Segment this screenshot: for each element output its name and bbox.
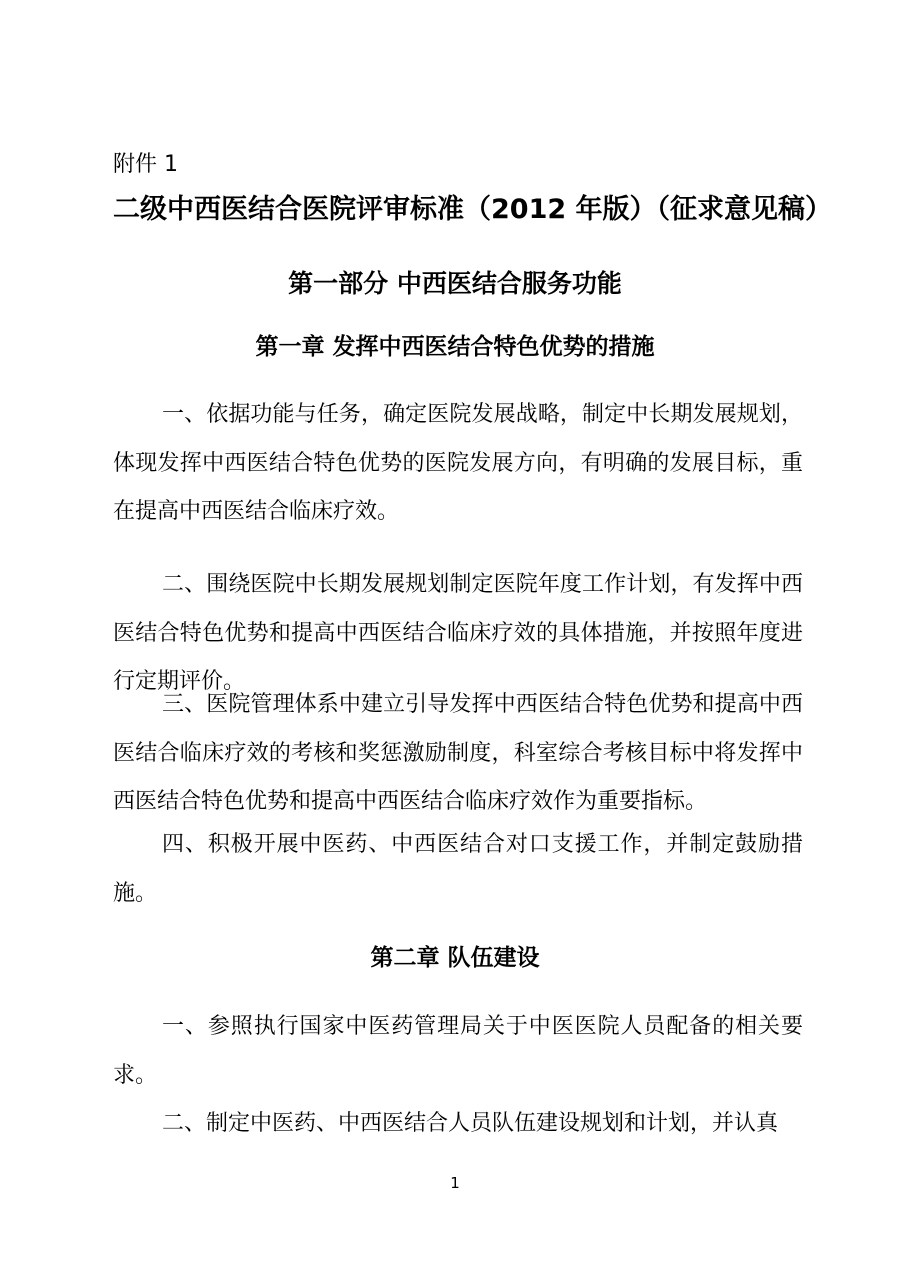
chapter-2-paragraph: 一、参照执行国家中医药管理局关于中医医院人员配备的相关要求。: [113, 1014, 803, 1088]
chapter-1-paragraph: 三、医院管理体系中建立引导发挥中西医结合特色优势和提高中西医结合临床疗效的考核和奖惩激励制度，科室综合考核目标中将发挥中西医结合特色优势和提高中西医结合临床疗效作为重要指标。: [113, 692, 803, 814]
chapter-2-paragraph: 二、制定中医药、中西医结合人员队伍建设规划和计划，并认真: [162, 1111, 779, 1136]
part-title: 第一部分 中西医结合服务功能: [288, 269, 622, 298]
chapter-1-paragraph: 二、围绕医院中长期发展规划制定医院年度工作计划，有发挥中西医结合特色优势和提高中西医结合临床疗效的具体措施，并按照年度进行定期评价。: [113, 572, 803, 694]
attachment-label: 附件 1: [113, 152, 178, 177]
chapter-2-title: 第二章 队伍建设: [370, 945, 540, 971]
page-number: 1: [450, 1174, 460, 1192]
chapter-1-paragraph: 一、依据功能与任务，确定医院发展战略，制定中长期发展规划，体现发挥中西医结合特色优势的医院发展方向，有明确的发展目标，重在提高中西医结合临床疗效。: [113, 402, 803, 524]
chapter-1-title: 第一章 发挥中西医结合特色优势的措施: [255, 334, 655, 360]
document-title: 二级中西医结合医院评审标准（2012 年版）（征求意见稿）: [113, 194, 833, 225]
chapter-1-paragraph: 四、积极开展中医药、中西医结合对口支援工作，并制定鼓励措施。: [113, 832, 803, 906]
